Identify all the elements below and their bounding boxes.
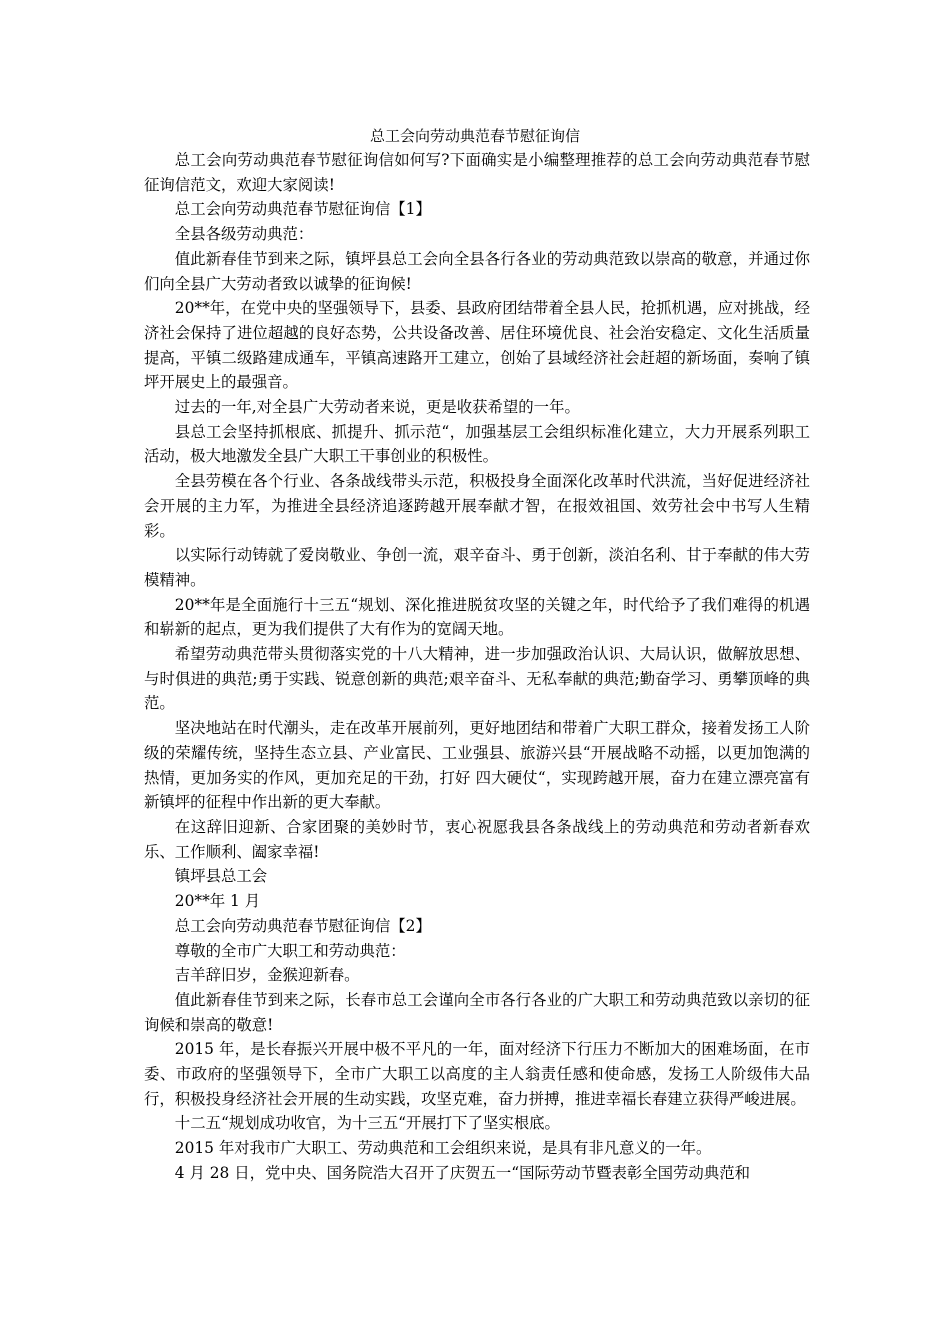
paragraph: 过去的一年,对全县广大劳动者来说，更是收获希望的一年。	[174, 398, 580, 417]
paragraph: 以实际行动铸就了爱岗敬业、争创一流，艰辛奋斗、勇于创新，淡泊名利、甘于奉献的伟大劳模精神。	[144, 546, 810, 589]
document-title: 总工会向劳动典范春节慰征询信	[369, 127, 580, 145]
signature-organization: 镇坪县总工会	[174, 867, 268, 886]
document-body	[144, 148, 810, 1186]
paragraph: 值此新春佳节到来之际，长春市总工会谨向全市各行各业的广大职工和劳动典范致以亲切的征询候和崇高的敬意!	[144, 990, 810, 1034]
paragraph: 坚决地站在时代潮头，走在改革开展前列，更好地团结和带着广大职工群众，接着发扬工人阶级的荣耀传统，坚持生态立县、产业富民、工业强县、旅游兴县“开展战略不动摇，以更加饱满的热情，更加务实的作风，更加充足的干劲，打好 四大硬仗“，实现跨越开展，奋力在建立漂亮富有新镇坪的征程中作出新的更大奉献。	[144, 719, 810, 812]
paragraph: 吉羊辞旧岁，金猴迎新春。	[174, 966, 360, 985]
salutation-1: 全县各级劳动典范：	[174, 225, 314, 244]
paragraph: 县总工会坚持抓根底、抓提升、抓示范“，加强基层工会组织标准化建立，大力开展系列职工活动，极大地激发全县广大职工干事创业的积极性。	[144, 422, 810, 466]
paragraph: 20**年，在党中央的坚强领导下，县委、县政府团结带着全县人民，抢抓机遇，应对挑战，经济社会保持了进位超越的良好态势，公共设备改善、居住环境优良、社会治安稳定、文化生活质量提高，平镇二级路建成通车，平镇高速路开工建立，创始了县域经济社会赶超的新场面，奏响了镇坪开展史上的最强音。	[144, 299, 811, 392]
salutation-2: 尊敬的全市广大职工和劳动典范：	[174, 941, 406, 960]
paragraph: 20**年是全面施行十三五“规划、深化推进脱贫攻坚的关键之年，时代给予了我们难得的机遇和崭新的起点，更为我们提供了大有作为的宽阔天地。	[144, 595, 810, 639]
signature-date: 20**年 1 月	[174, 892, 261, 911]
paragraph: 2015 年对我市广大职工、劳动典范和工会组织来说，是具有非凡意义的一年。	[174, 1139, 712, 1158]
paragraph: 4 月 28 日，党中央、国务院浩大召开了庆贺五一“国际劳动节暨表彰全国劳动典范和	[174, 1163, 750, 1182]
paragraph: 值此新春佳节到来之际，镇坪县总工会向全县各行各业的劳动典范致以崇高的敬意，并通过你们向全县广大劳动者致以诚挚的征询候!	[144, 249, 810, 293]
paragraph: 在这辞旧迎新、合家团聚的美妙时节，衷心祝愿我县各条战线上的劳动典范和劳动者新春欢乐、工作顺利、阖家幸福!	[144, 817, 810, 861]
paragraph: 全县劳模在各个行业、各条战线带头示范，积极投身全面深化改革时代洪流，当好促进经济社会开展的主力军，为推进全县经济追逐跨越开展奉献才智，在报效祖国、效劳社会中书写人生精彩。	[144, 472, 810, 540]
section-heading-1: 总工会向劳动典范春节慰征询信【1】	[174, 200, 431, 219]
section-heading-2: 总工会向劳动典范春节慰征询信【2】	[174, 916, 431, 935]
paragraph: 2015 年，是长春振兴开展中极不平凡的一年，面对经济下行压力不断加大的困难场面，在市委、市政府的坚强领导下，全市广大职工以高度的主人翁责任感和使命感，发扬工人阶级伟大品行，积极投身经济社会开展的生动实践，攻坚克难，奋力拼搏，推进幸福长春建立获得严峻进展。	[144, 1040, 810, 1108]
paragraph: 十二五“规划成功收官，为十三五“开展打下了坚实根底。	[174, 1114, 560, 1133]
paragraph-intro: 总工会向劳动典范春节慰征询信如何写?下面确实是小编整理推荐的总工会向劳动典范春节慰征询信范文，欢迎大家阅读!	[144, 151, 810, 194]
paragraph: 希望劳动典范带头贯彻落实党的十八大精神，进一步加强政治认识、大局认识，做解放思想、与时俱进的典范;勇于实践、锐意创新的典范;艰辛奋斗、无私奉献的典范;勤奋学习、勇攀顶峰的典范。	[144, 645, 810, 713]
